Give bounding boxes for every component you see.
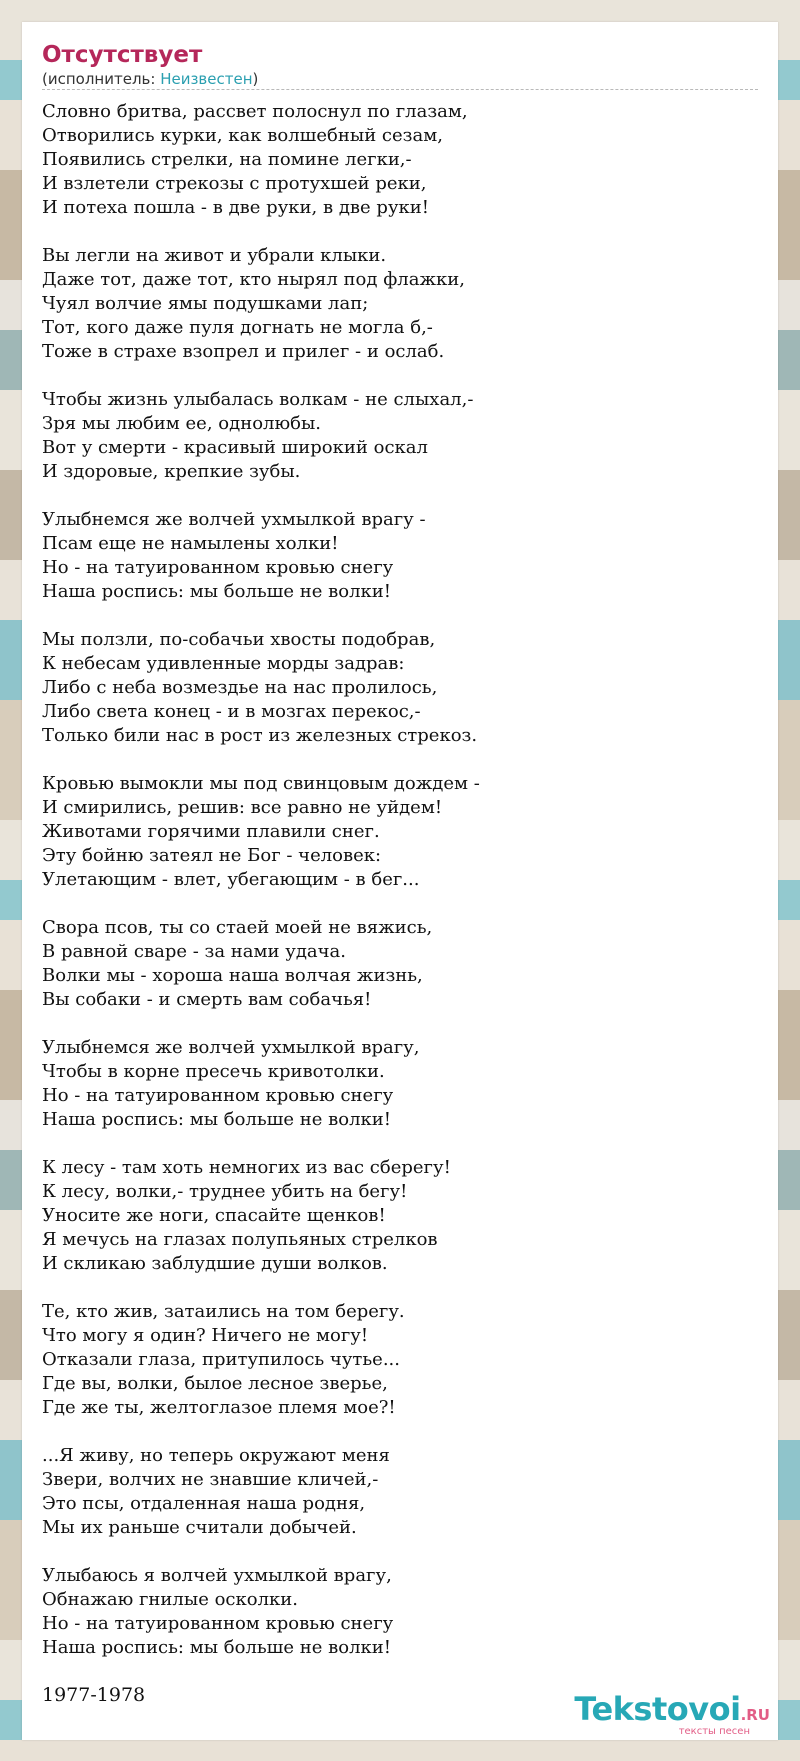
lyrics-line: К небесам удивленные морды задрав: bbox=[42, 653, 405, 674]
lyrics-line: Появились стрелки, на помине легки,- bbox=[42, 149, 412, 170]
lyrics-line: Мы ползли, по-собачьи хвосты подобрав, bbox=[42, 629, 436, 650]
lyrics-line: Но - на татуированном кровью снегу bbox=[42, 557, 394, 578]
song-title: Отсутствует bbox=[42, 42, 203, 68]
lyrics-line: Улетающим - влет, убегающим - в бег... bbox=[42, 869, 420, 890]
artist-line bbox=[42, 70, 758, 88]
lyrics-stanza bbox=[42, 100, 758, 220]
lyrics-stanza bbox=[42, 1036, 758, 1132]
artist-suffix: ) bbox=[252, 70, 259, 88]
site-logo[interactable] bbox=[564, 1692, 770, 1738]
artist-link[interactable]: Неизвестен bbox=[160, 70, 253, 88]
lyrics-line: Даже тот, даже тот, кто нырял под флажки, bbox=[42, 269, 465, 290]
lyrics-line: Тоже в страхе взопрел и прилег - и ослаб. bbox=[42, 341, 445, 362]
lyrics-line: Где вы, волки, былое лесное зверье, bbox=[42, 1373, 388, 1394]
lyrics-line: И здоровые, крепкие зубы. bbox=[42, 461, 301, 482]
lyrics-stanza bbox=[42, 916, 758, 1012]
lyrics-line: Кровью вымокли мы под свинцовым дождем - bbox=[42, 773, 480, 794]
lyrics-line: Вот у смерти - красивый широкий оскал bbox=[42, 437, 428, 458]
lyrics-line: К лесу - там хоть немногих из вас сберегу! bbox=[42, 1157, 451, 1178]
lyrics-stanza bbox=[42, 244, 758, 364]
lyrics-line: Я мечусь на глазах полупьяных стрелков bbox=[42, 1229, 438, 1250]
lyrics-line: В равной сваре - за нами удача. bbox=[42, 941, 347, 962]
lyrics-line: Эту бойню затеял не Бог - человек: bbox=[42, 845, 382, 866]
logo-main-text: Tekstovoi bbox=[574, 1690, 741, 1728]
lyrics-line: Чтобы в корне пресечь кривотолки. bbox=[42, 1061, 385, 1082]
lyrics-line: Чтобы жизнь улыбалась волкам - не слыхал,- bbox=[42, 389, 474, 410]
lyrics-line: Чуял волчие ямы подушками лап; bbox=[42, 293, 369, 314]
lyrics-line: Отказали глаза, притупилось чутье... bbox=[42, 1349, 400, 1370]
lyrics-line: Те, кто жив, затаились на том берегу. bbox=[42, 1301, 405, 1322]
lyrics-line: Наша роспись: мы больше не волки! bbox=[42, 1109, 392, 1130]
lyrics-line: Волки мы - хороша наша волчая жизнь, bbox=[42, 965, 423, 986]
song-year: 1977-1978 bbox=[42, 1684, 146, 1706]
lyrics-line: Уносите же ноги, спасайте щенков! bbox=[42, 1205, 386, 1226]
lyrics-line: Вы легли на живот и убрали клыки. bbox=[42, 245, 387, 266]
lyrics-line: Псам еще не намылены холки! bbox=[42, 533, 339, 554]
lyrics-line: И смирились, решив: все равно не уйдем! bbox=[42, 797, 443, 818]
lyrics-line: Это псы, отдаленная наша родня, bbox=[42, 1493, 366, 1514]
lyrics-body bbox=[42, 100, 758, 1684]
lyrics-stanza bbox=[42, 772, 758, 892]
lyrics-line: Улыбаюсь я волчей ухмылкой врагу, bbox=[42, 1565, 392, 1586]
lyrics-line: Где же ты, желтоглазое племя мое?! bbox=[42, 1397, 396, 1418]
lyrics-line: И потеха пошла - в две руки, в две руки! bbox=[42, 197, 430, 218]
lyrics-line: К лесу, волки,- труднее убить на бегу! bbox=[42, 1181, 408, 1202]
lyrics-line: Обнажаю гнилые осколки. bbox=[42, 1589, 298, 1610]
lyrics-line: Словно бритва, рассвет полоснул по глазам, bbox=[42, 101, 468, 122]
lyrics-stanza bbox=[42, 1444, 758, 1540]
song-header bbox=[42, 40, 758, 90]
lyrics-line: Только били нас в рост из железных стрекоз. bbox=[42, 725, 478, 746]
lyrics-line: Наша роспись: мы больше не волки! bbox=[42, 1637, 392, 1658]
logo-tld-text: .RU bbox=[740, 1706, 770, 1724]
lyrics-line: И взлетели стрекозы с протухшей реки, bbox=[42, 173, 427, 194]
lyrics-line: Либо света конец - и в мозгах перекос,- bbox=[42, 701, 421, 722]
logo-subtitle: тексты песен bbox=[678, 1726, 750, 1737]
lyrics-stanza bbox=[42, 508, 758, 604]
lyrics-line: Свора псов, ты со стаей моей не вяжись, bbox=[42, 917, 433, 938]
lyrics-stanza bbox=[42, 628, 758, 748]
lyrics-line: Либо с неба возмездье на нас пролилось, bbox=[42, 677, 438, 698]
lyrics-line: Вы собаки - и смерть вам собачья! bbox=[42, 989, 372, 1010]
lyrics-stanza bbox=[42, 1564, 758, 1660]
lyrics-line: Улыбнемся же волчей ухмылкой врагу, bbox=[42, 1037, 420, 1058]
lyrics-line: Мы их раньше считали добычей. bbox=[42, 1517, 357, 1538]
lyrics-line: Зря мы любим ее, однолюбы. bbox=[42, 413, 322, 434]
lyrics-line: Но - на татуированном кровью снегу bbox=[42, 1085, 394, 1106]
lyrics-line: ...Я живу, но теперь окружают меня bbox=[42, 1445, 390, 1466]
lyrics-line: Животами горячими плавили снег. bbox=[42, 821, 380, 842]
lyrics-line: Улыбнемся же волчей ухмылкой врагу - bbox=[42, 509, 426, 530]
lyrics-line: Звери, волчих не знавшие кличей,- bbox=[42, 1469, 379, 1490]
content-card bbox=[22, 22, 778, 1740]
lyrics-line: Но - на татуированном кровью снегу bbox=[42, 1613, 394, 1634]
lyrics-line: Отворились курки, как волшебный сезам, bbox=[42, 125, 443, 146]
lyrics-line: Тот, кого даже пуля догнать не могла б,- bbox=[42, 317, 433, 338]
lyrics-stanza bbox=[42, 388, 758, 484]
lyrics-line: Наша роспись: мы больше не волки! bbox=[42, 581, 392, 602]
lyrics-line: И скликаю заблудшие души волков. bbox=[42, 1253, 388, 1274]
lyrics-stanza bbox=[42, 1156, 758, 1276]
lyrics-stanza bbox=[42, 1300, 758, 1420]
artist-prefix: (исполнитель: bbox=[42, 70, 161, 88]
lyrics-line: Что могу я один? Ничего не могу! bbox=[42, 1325, 369, 1346]
